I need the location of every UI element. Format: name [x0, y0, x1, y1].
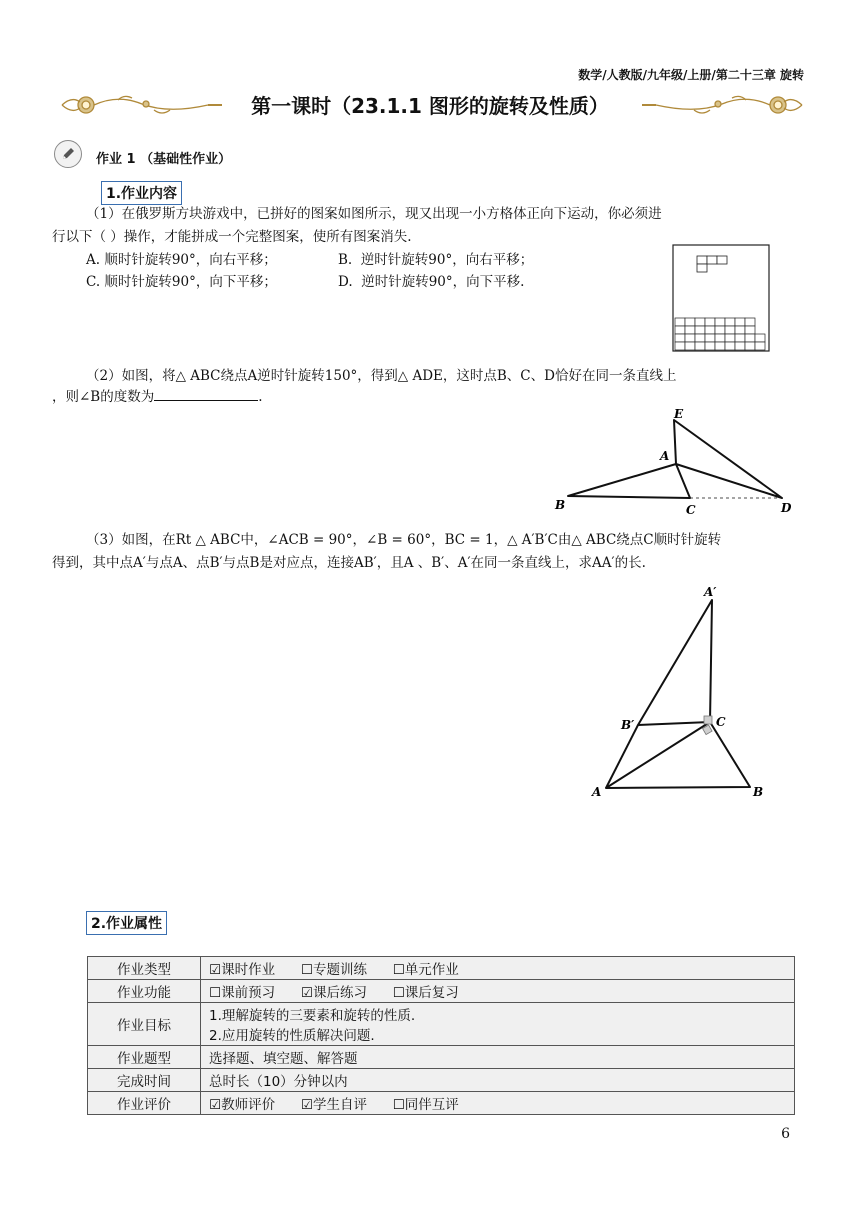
label-A: A	[660, 449, 670, 463]
attr-value: ☐课前预习 ☑课后练习 ☐课后复习	[201, 980, 795, 1003]
stacked-blocks	[675, 318, 765, 350]
floral-ornament-icon	[636, 92, 806, 118]
goal-line-2: 2.应用旋转的性质解决问题.	[209, 1028, 375, 1044]
homework-label: 作业 1 （基础性作业）	[96, 152, 232, 167]
content-heading: 1.作业内容	[101, 181, 182, 205]
q1-line2: 行以下（ ）操作，才能拼成一个完整图案，使所有图案消失.	[52, 229, 412, 245]
q1-option-b: B. 逆时针旋转90°，向右平移；	[338, 252, 534, 268]
attr-value: ☑教师评价 ☑学生自评 ☐同伴互评	[201, 1092, 795, 1115]
attr-label: 作业目标	[88, 1003, 201, 1046]
label-C: C	[686, 503, 696, 517]
q2-line2-text: ，则∠B的度数为	[52, 389, 155, 405]
q3-line2: 得到，其中点A′与点A、点B′与点B是对应点，连接AB′，且A 、B′、A′在同一条直线上，求AA′的长.	[52, 555, 646, 571]
attr-label: 作业题型	[88, 1046, 201, 1069]
attr-label: 作业评价	[88, 1092, 201, 1115]
q3-line1: （3）如图，在Rt △ ABC中，∠ACB = 90°，∠B = 60°，BC = 1，△ A′B′C由△ ABC绕点C顺时针旋转	[86, 532, 722, 548]
q2-figure	[552, 402, 802, 520]
label-C: C	[716, 715, 726, 729]
attr-value: 总时长（10）分钟以内	[201, 1069, 795, 1092]
q1-option-d: D. 逆时针旋转90°，向下平移.	[338, 274, 525, 290]
attr-value: ☑课时作业 ☐专题训练 ☐单元作业	[201, 957, 795, 980]
label-D: D	[781, 501, 792, 515]
q2-line1: （2）如图，将△ ABC绕点A逆时针旋转150°，得到△ ADE，这时点B、C、D恰好在同一条直线上	[86, 368, 677, 384]
pencil-icon	[54, 140, 82, 168]
q2-line2-end: .	[258, 389, 263, 405]
attr-value: 选择题、填空题、解答题	[201, 1046, 795, 1069]
label-B-prime: B′	[621, 718, 635, 732]
q3-figure	[586, 584, 776, 802]
attr-heading: 2.作业属性	[86, 911, 167, 935]
table-row	[88, 1046, 795, 1069]
label-B: B	[555, 498, 566, 512]
attr-label: 作业功能	[88, 980, 201, 1003]
q1-line1: （1）在俄罗斯方块游戏中，已拼好的图案如图所示，现又出现一小方格体正向下运动，你必须进	[86, 206, 662, 222]
table-row	[88, 980, 795, 1003]
tetris-figure	[672, 244, 772, 354]
page-number: 6	[781, 1126, 790, 1142]
q1-option-c: C. 顺时针旋转90°，向下平移；	[86, 274, 277, 290]
q2-line2	[52, 386, 263, 408]
label-A-prime: A′	[704, 585, 717, 599]
q1-option-a: A. 顺时针旋转90°，向右平移；	[86, 252, 277, 268]
table-row	[88, 1092, 795, 1115]
label-B: B	[753, 785, 764, 799]
answer-blank[interactable]	[154, 386, 258, 401]
label-A: A	[592, 785, 602, 799]
attr-value	[201, 1003, 795, 1046]
table-row	[88, 957, 795, 980]
goal-line-1: 1.理解旋转的三要素和旋转的性质.	[209, 1008, 416, 1024]
header-meta: 数学/人教版/九年级/上册/第二十三章 旋转	[578, 68, 804, 82]
page-title: 第一课时（23.1.1 图形的旋转及性质）	[251, 94, 609, 118]
label-E: E	[674, 407, 684, 421]
attributes-table	[87, 956, 795, 1115]
table-row	[88, 1003, 795, 1046]
attr-label: 完成时间	[88, 1069, 201, 1092]
attr-label: 作业类型	[88, 957, 201, 980]
table-row	[88, 1069, 795, 1092]
